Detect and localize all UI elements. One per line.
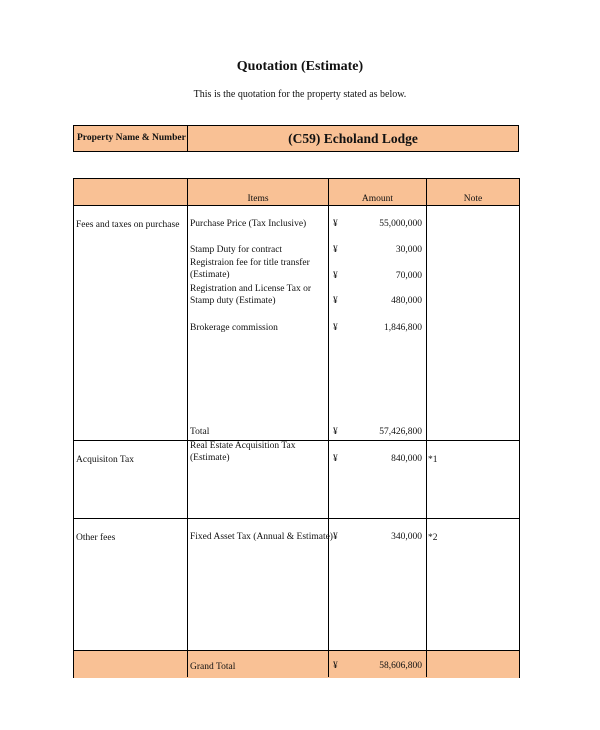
amount-value: 840,000: [391, 454, 422, 464]
header-note: Note: [463, 194, 483, 204]
amount-value: 70,000: [395, 271, 422, 281]
item-label-line: (Estimate): [190, 270, 230, 280]
item-label: Brokerage commission: [190, 323, 278, 333]
currency-symbol: ¥: [333, 271, 338, 281]
currency-symbol: ¥: [333, 661, 338, 671]
item-label-line: Registraion fee for title transfer: [190, 258, 310, 268]
note-value: *1: [428, 455, 438, 465]
item-label-line: Stamp duty (Estimate): [190, 296, 276, 306]
currency-symbol: ¥: [333, 245, 338, 255]
document-subtitle: This is the quotation for the property stated as below.: [193, 89, 407, 100]
header-amount: Amount: [361, 194, 394, 204]
document-title: Quotation (Estimate): [236, 59, 364, 74]
category-label: Acquisiton Tax: [76, 455, 135, 465]
item-label-line: Real Estate Acquisition Tax: [190, 441, 296, 451]
property-value: (C59) Echoland Lodge: [288, 131, 418, 146]
total-label: Total: [190, 427, 210, 437]
currency-symbol: ¥: [333, 219, 338, 229]
currency-symbol: ¥: [333, 532, 338, 542]
header-items: Items: [247, 194, 269, 204]
amount-value: 480,000: [391, 296, 422, 306]
property-box: [73, 125, 519, 152]
grand-total-label: Grand Total: [190, 662, 236, 672]
column-divider: [426, 179, 427, 677]
amount-value: 340,000: [391, 532, 422, 542]
currency-symbol: ¥: [333, 296, 338, 306]
quotation-table: [73, 178, 520, 678]
grand-total-amount: 58,606,800: [379, 661, 422, 671]
amount-value: 1,846,800: [384, 323, 422, 333]
total-amount: 57,426,800: [379, 427, 422, 437]
item-label-line: (Estimate): [190, 453, 230, 463]
column-divider: [328, 179, 329, 677]
property-label: Property Name & Number: [74, 126, 188, 151]
note-value: *2: [428, 533, 438, 543]
currency-symbol: ¥: [333, 427, 338, 437]
section-divider: [74, 518, 519, 519]
category-label: Fees and taxes on purchase: [76, 220, 180, 230]
grand-total-row: [74, 650, 519, 678]
item-label-line: Registration and License Tax or: [190, 284, 312, 294]
currency-symbol: ¥: [333, 323, 338, 333]
item-label: Stamp Duty for contract: [190, 245, 283, 255]
column-divider: [187, 179, 188, 677]
amount-value: 30,000: [395, 245, 422, 255]
category-label: Other fees: [76, 533, 116, 543]
item-label: Purchase Price (Tax Inclusive): [190, 219, 307, 229]
section-divider: [74, 440, 519, 441]
currency-symbol: ¥: [333, 454, 338, 464]
item-label: Fixed Asset Tax (Annual & Estimate): [190, 532, 333, 542]
amount-value: 55,000,000: [379, 219, 422, 229]
